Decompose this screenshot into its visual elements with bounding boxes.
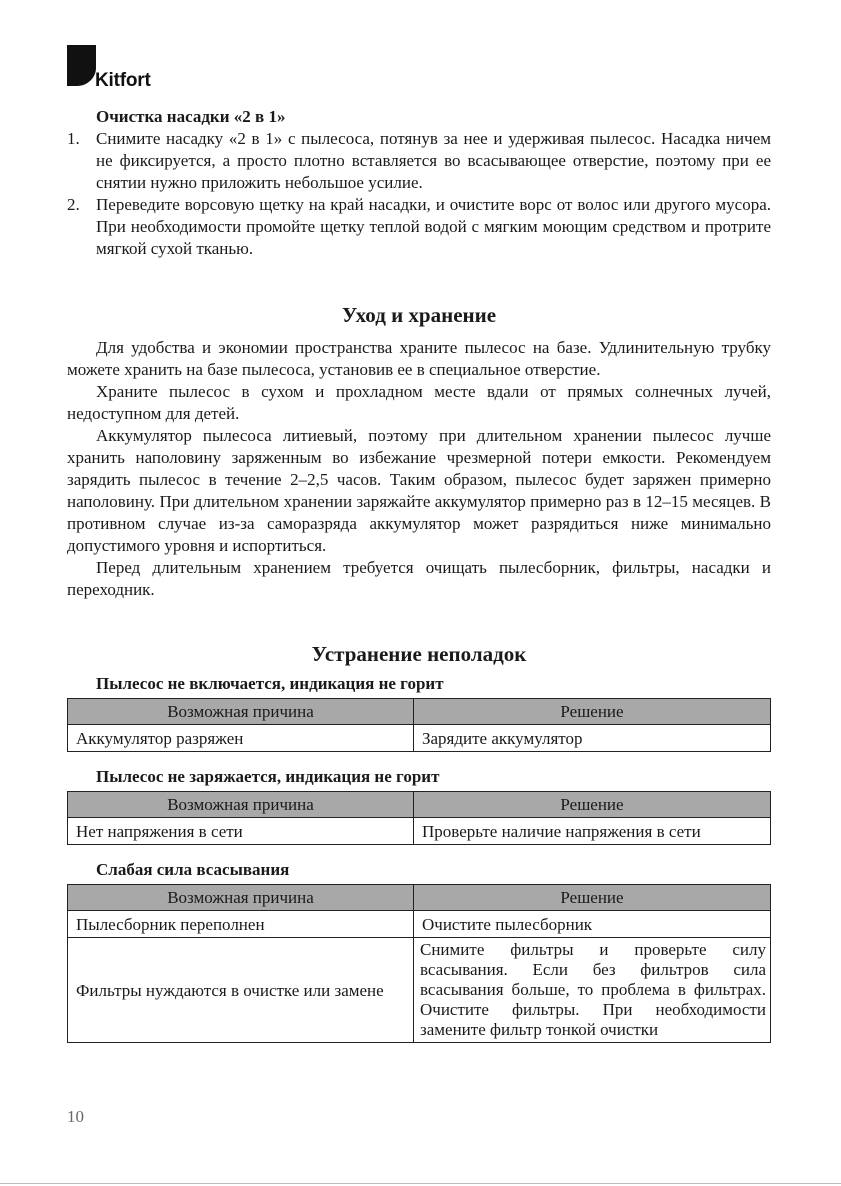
- brand-name: Kitfort: [95, 70, 151, 91]
- cause-cell: Фильтры нуждаются в очистке или замене: [68, 938, 414, 1043]
- page-content: [67, 106, 771, 1043]
- cleaning-steps: [67, 128, 771, 260]
- step-text: Переведите ворсовую щетку на край насадки, и очистите ворс от волос или другого мусора. При необходимости промойте щетку теплой водой с мягким моющим средством и протрите мягкой сухой тканью.: [96, 195, 771, 258]
- list-item: [67, 194, 771, 260]
- column-header-cause: Возможная причина: [68, 792, 414, 818]
- kitfort-logo: [67, 45, 187, 95]
- cleaning-subtitle: Очистка насадки «2 в 1»: [96, 107, 286, 126]
- column-header-cause: Возможная причина: [68, 699, 414, 725]
- care-paragraph: Для удобства и экономии пространства храните пылесос на базе. Удлинительную трубку можете хранить на базе пылесоса, установив ее в специальное отверстие.: [67, 338, 771, 379]
- column-header-solution: Решение: [414, 699, 771, 725]
- care-paragraph: Аккумулятор пылесоса литиевый, поэтому при длительном хранении пылесос лучше хранить наполовину заряженным во избежание чрезмерной потери емкости. Рекомендуем зарядить пылесос в течение 2–2,5 часов. Таким образом, пылесос будет заряжен примерно наполовину. При длительном хранении заряжайте аккумулятор примерно раз в 12–15 месяцев. В противном случае из-за саморазряда аккумулятор может разрядиться ниже минимально допустимого уровня и испортиться.: [67, 426, 771, 555]
- table-row: [68, 911, 771, 938]
- column-header-solution: Решение: [414, 885, 771, 911]
- problem-table: [67, 884, 771, 1043]
- troubleshooting-title: Устранение неполадок: [311, 642, 527, 666]
- problem-table: [67, 698, 771, 752]
- page-bottom-rule: [0, 1183, 841, 1184]
- table-header-row: [68, 699, 771, 725]
- cause-cell: Нет напряжения в сети: [68, 818, 414, 845]
- column-header-cause: Возможная причина: [68, 885, 414, 911]
- problem-heading: Пылесос не включается, индикация не горит: [96, 674, 444, 693]
- table-row: [68, 818, 771, 845]
- care-title: Уход и хранение: [341, 303, 497, 327]
- step-number: 2.: [67, 195, 80, 214]
- care-paragraph: Храните пылесос в сухом и прохладном месте вдали от прямых солнечных лучей, недоступном для детей.: [67, 382, 771, 423]
- table-header-row: [68, 792, 771, 818]
- solution-cell: Очистите пылесборник: [414, 911, 771, 938]
- care-paragraph: Перед длительным хранением требуется очищать пылесборник, фильтры, насадки и переходник.: [67, 558, 771, 599]
- problem-table: [67, 791, 771, 845]
- column-header-solution: Решение: [414, 792, 771, 818]
- table-row: [68, 938, 771, 1043]
- solution-cell: Проверьте наличие напряжения в сети: [414, 818, 771, 845]
- page-number: 10: [67, 1107, 84, 1126]
- step-number: 1.: [67, 129, 80, 148]
- solution-cell: Снимите фильтры и проверьте силу всасывания. Если без фильтров сила всасывания больше, то проблема в фильтрах. Очистите фильтры. При необходимости замените фильтр тонкой очистки: [414, 938, 771, 1043]
- problem-heading: Пылесос не заряжается, индикация не горит: [96, 767, 440, 786]
- table-header-row: [68, 885, 771, 911]
- step-text: Снимите насадку «2 в 1» с пылесоса, потянув за нее и удерживая пылесос. Насадка ничем не фиксируется, а просто плотно вставляется во всасывающее отверстие, поэтому при ее снятии нужно приложить небольшое усилие.: [96, 129, 771, 192]
- kitfort-logo-icon: [67, 45, 97, 87]
- table-row: [68, 725, 771, 752]
- cause-cell: Пылесборник переполнен: [68, 911, 414, 938]
- problem-heading: Слабая сила всасывания: [96, 860, 290, 879]
- cause-cell: Аккумулятор разряжен: [68, 725, 414, 752]
- solution-cell: Зарядите аккумулятор: [414, 725, 771, 752]
- list-item: [67, 128, 771, 194]
